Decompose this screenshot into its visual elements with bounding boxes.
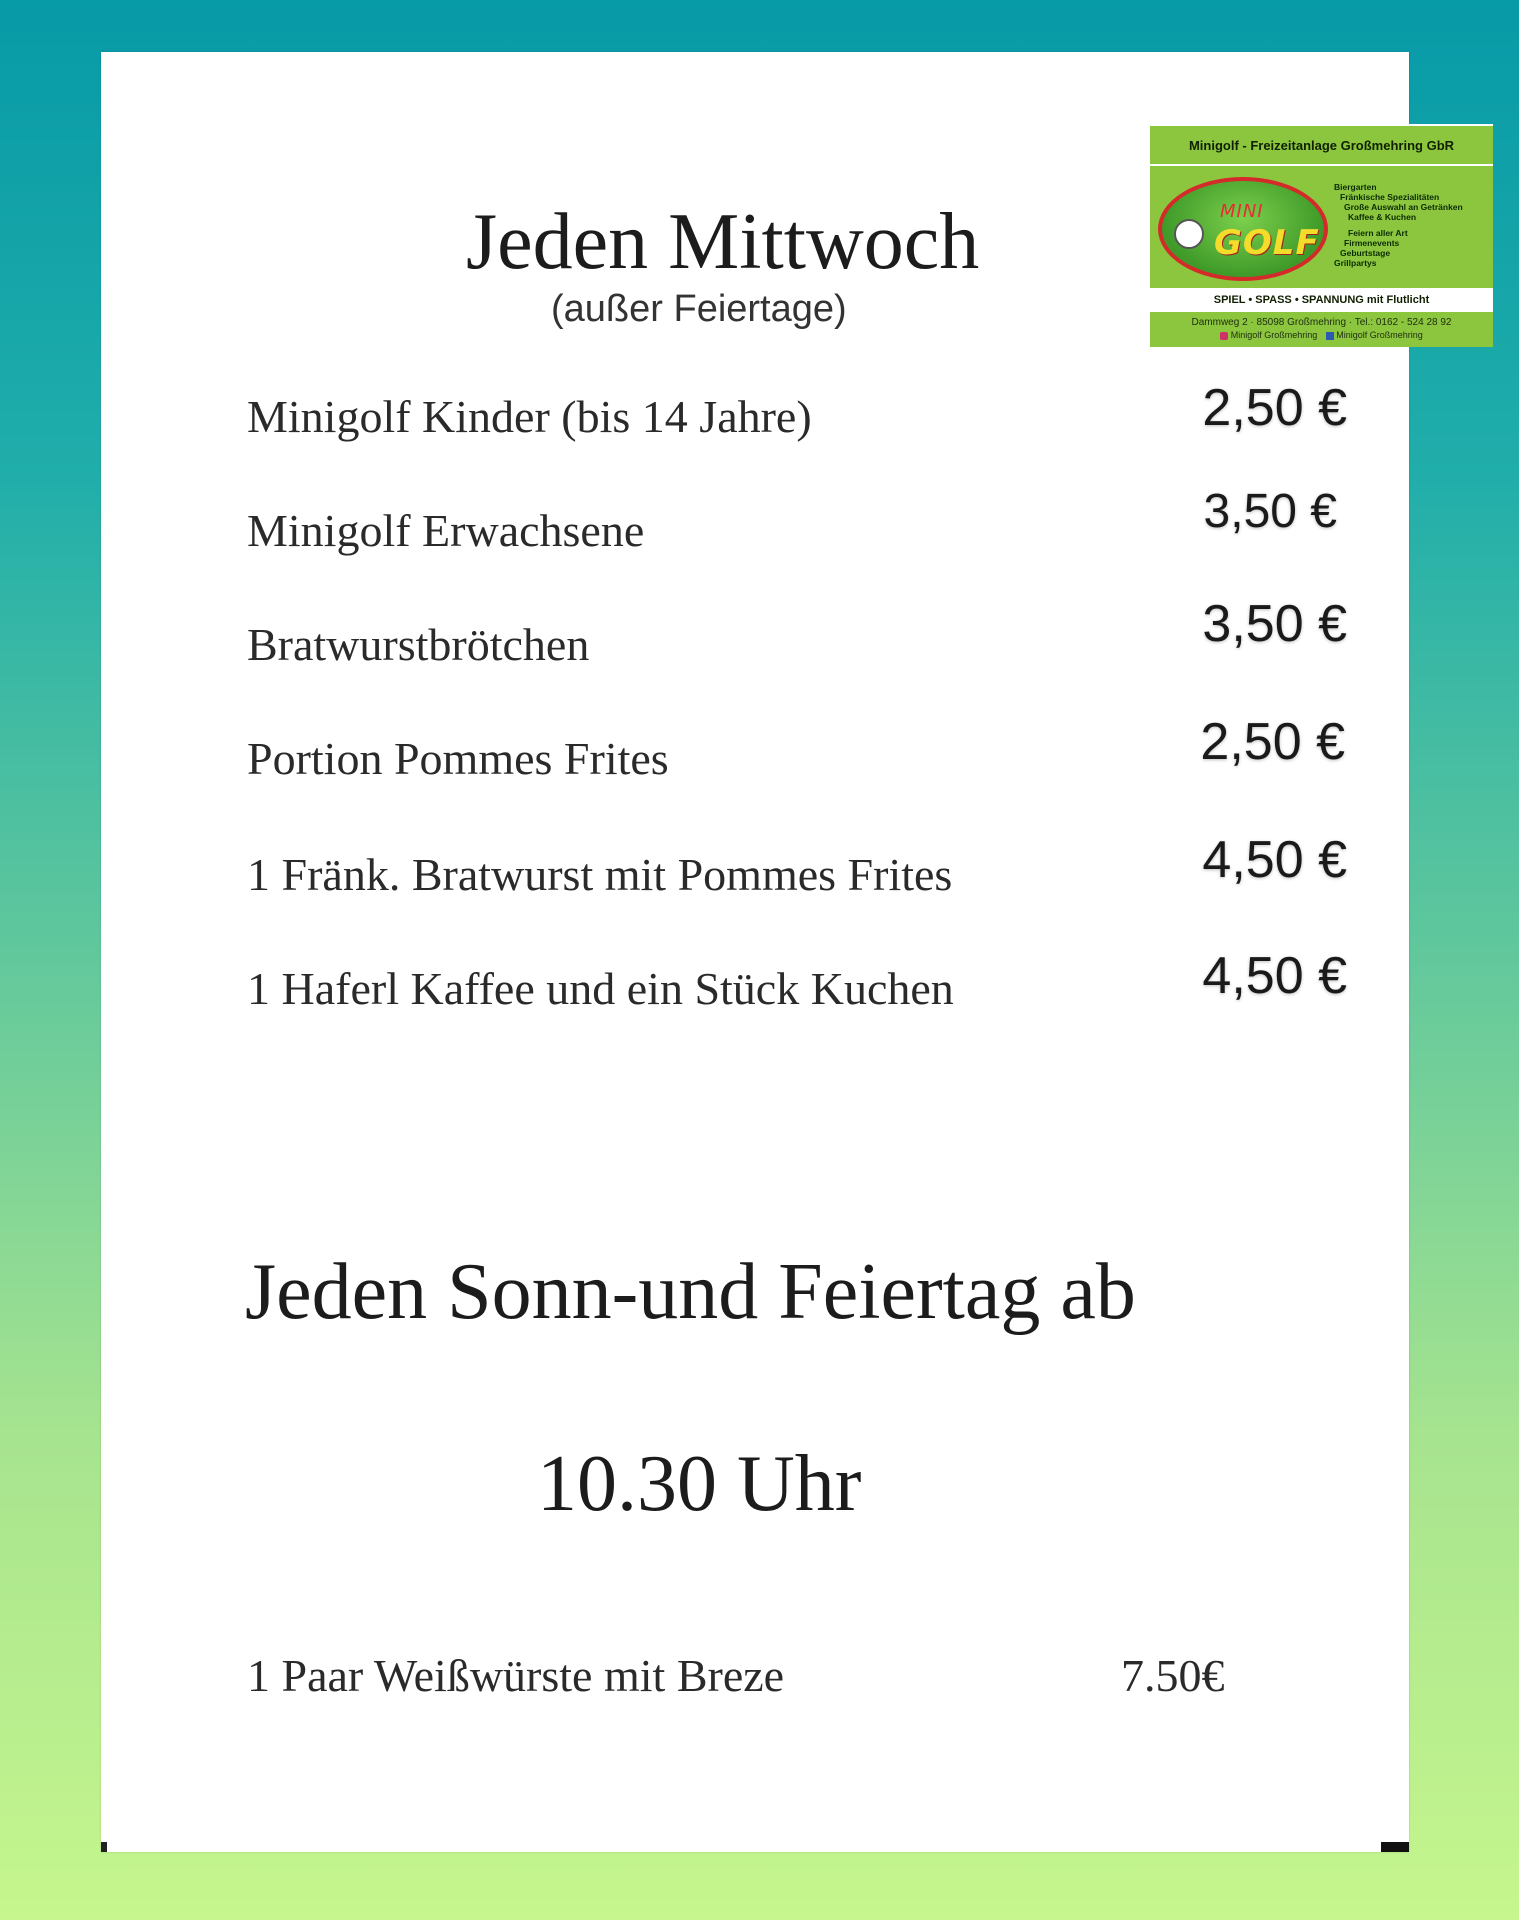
item-price: 3,50 €: [1202, 595, 1347, 653]
divider: [1150, 124, 1493, 126]
paper-mark: [1381, 1842, 1409, 1852]
item-label: Portion Pommes Frites: [247, 733, 669, 784]
item-price: 7.50€: [1121, 1650, 1225, 1701]
logo-tagline: SPIEL • SPASS • SPANNUNG mit Flutlicht: [1150, 288, 1493, 312]
instagram-icon: [1220, 332, 1228, 340]
facebook-handle: Minigolf Großmehring: [1336, 330, 1423, 340]
sunday-time: 10.30 Uhr: [537, 1440, 862, 1528]
logo-golf-text: GOLF: [1214, 223, 1320, 263]
item-label: 1 Paar Weißwürste mit Breze: [247, 1650, 785, 1701]
list-item: [247, 831, 1347, 918]
wednesday-heading: Jeden Mittwoch: [466, 198, 980, 286]
paper-mark: [101, 1842, 107, 1852]
logo-feature: Firmenevents: [1344, 238, 1400, 248]
list-item: [247, 595, 1347, 688]
logo-feature: Große Auswahl an Getränken: [1344, 202, 1463, 212]
item-label: Bratwurstbrötchen: [247, 619, 590, 670]
logo-mini-text: MINI: [1220, 201, 1264, 222]
minigolf-logo: [1150, 124, 1493, 347]
logo-feature: Kaffee & Kuchen: [1348, 212, 1417, 222]
item-price: 2,50 €: [1200, 713, 1345, 771]
list-item: [247, 947, 1347, 1032]
menu-sheet: [101, 52, 1463, 1852]
logo-feature: Grillpartys: [1334, 258, 1377, 268]
item-label: Minigolf Kinder (bis 14 Jahre): [247, 391, 812, 442]
wednesday-subheading: (außer Feiertage): [551, 288, 847, 330]
list-item: [247, 713, 1347, 802]
list-item: [247, 485, 1347, 574]
list-item: [247, 379, 1347, 460]
item-label: 1 Fränk. Bratwurst mit Pommes Frites: [247, 849, 953, 900]
logo-features: [1334, 182, 1489, 268]
logo-feature: Geburtstage: [1340, 248, 1391, 258]
instagram-handle: Minigolf Großmehring: [1230, 330, 1318, 340]
facebook-icon: [1326, 332, 1334, 340]
logo-address: Dammweg 2 · 85098 Großmehring · Tel.: 0162 - 524 28 92: [1191, 317, 1452, 328]
logo-feature: Biergarten: [1334, 182, 1377, 192]
sunday-heading: Jeden Sonn-und Feiertag ab: [245, 1248, 1136, 1336]
item-label: Minigolf Erwachsene: [247, 505, 645, 556]
item-label: 1 Haferl Kaffee und ein Stück Kuchen: [247, 963, 954, 1014]
logo-feature: Fränkische Spezialitäten: [1340, 192, 1440, 202]
logo-social: [1150, 329, 1493, 341]
item-price: 2,50 €: [1202, 379, 1347, 437]
logo-band: [1150, 174, 1493, 282]
item-price: 3,50 €: [1203, 485, 1337, 538]
item-price: 4,50 €: [1202, 947, 1347, 1005]
item-price: 4,50 €: [1202, 831, 1347, 889]
logo-title: Minigolf - Freizeitanlage Großmehring GbR: [1150, 128, 1493, 166]
logo-feature: Feiern aller Art: [1348, 228, 1408, 238]
list-item: [247, 1649, 1247, 1709]
